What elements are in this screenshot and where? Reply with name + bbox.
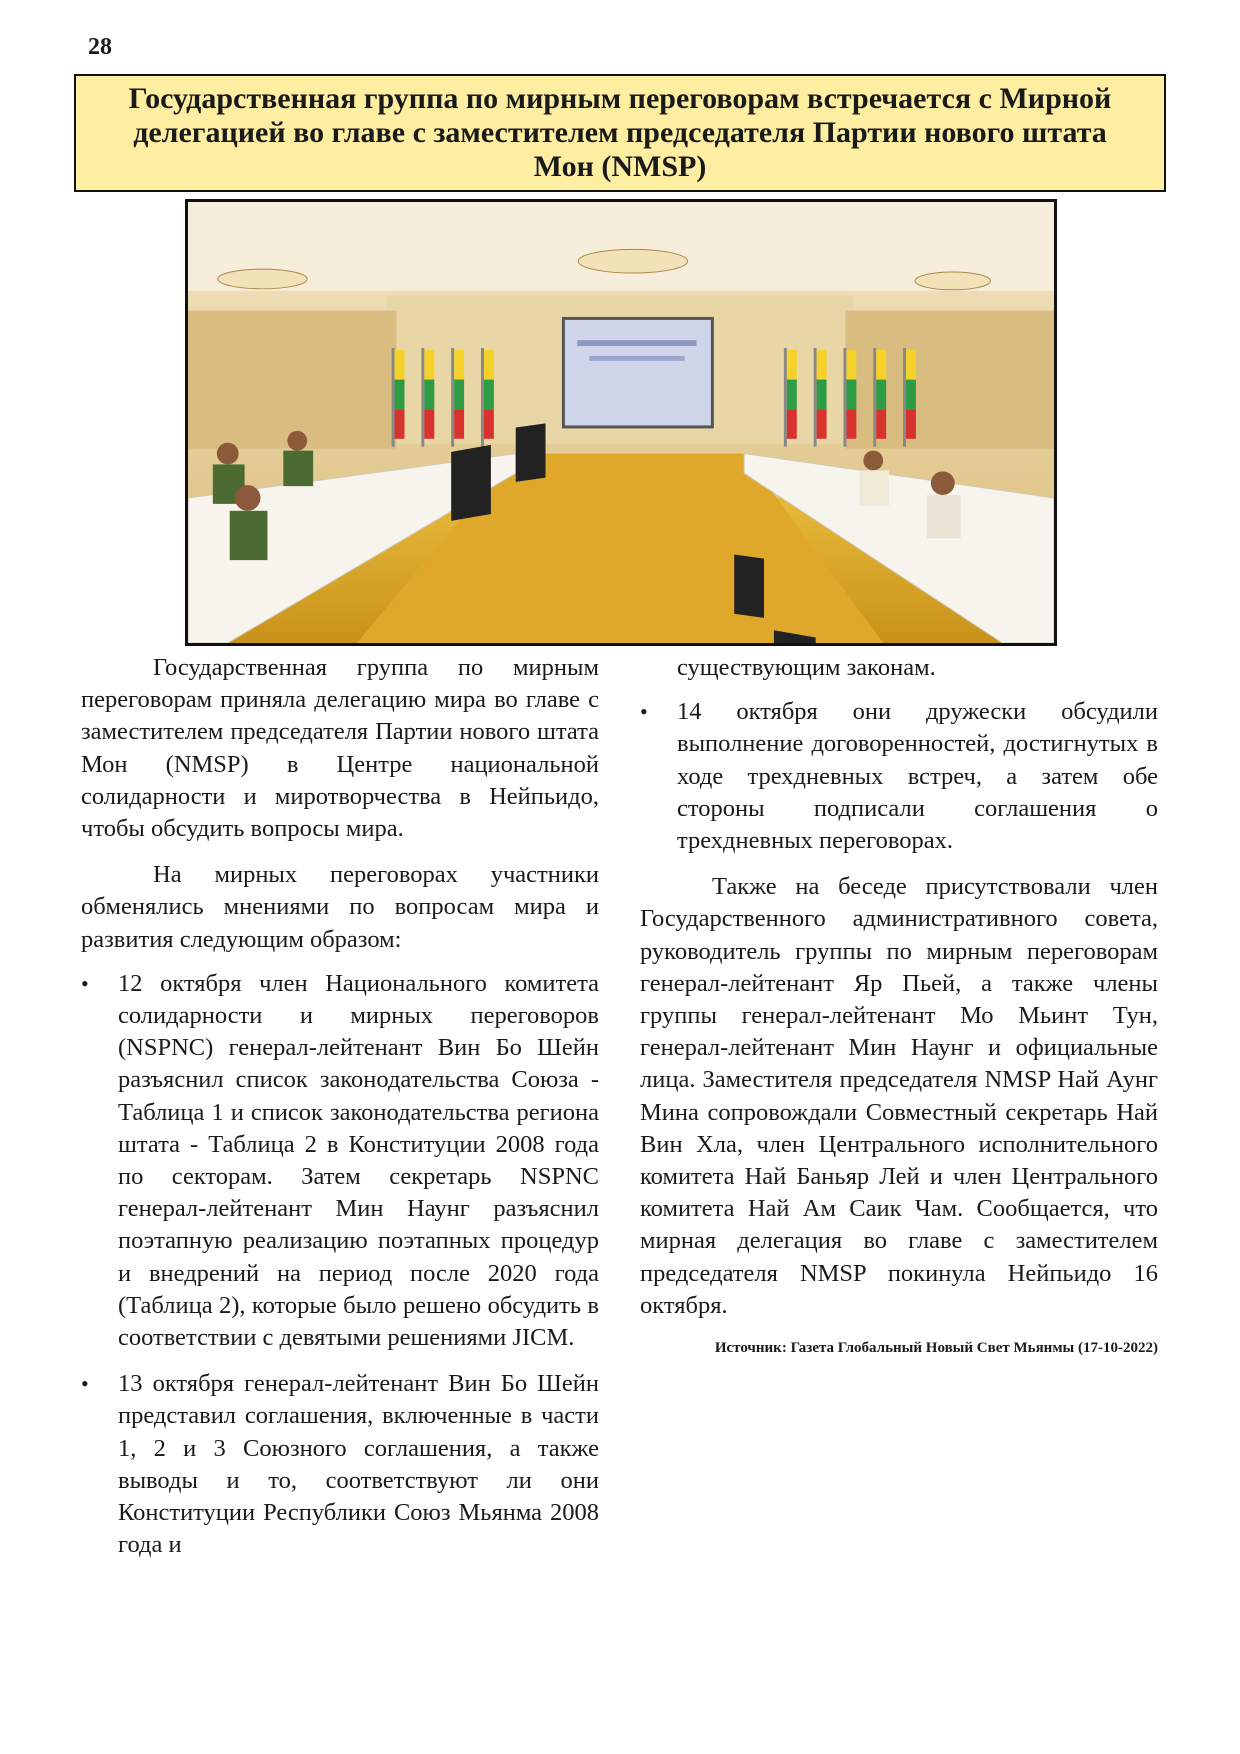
closing-paragraph: Также на беседе присутствовали член Государственного административного совета, руководитель группы по мирным переговорам генерал-лейтенант Яр Пьей, а также члены группы генерал-лейтенант Мо Мьинт Тун, генерал-лейтенант Мин Наунг и официальные лица. Заместителя председателя NMSP Най Аунг Мина сопровождали Совместный секретарь Най Вин Хла, член Центрального исполнительного комитета Най Баньяр Лей и член Центрального комитета Най Ам Саик Чам. Сообщается, что мирная делегация во главе с заместителем председателя NMSP покинула Нейпьидо 16 октября.	[640, 873, 1158, 1319]
right-column	[640, 652, 1158, 1358]
exchange-paragraph: На мирных переговорах участники обменялись мнениями по вопросам мира и развития следующим образом:	[81, 861, 599, 953]
meeting-room-photo	[185, 199, 1057, 646]
list-item-oct-14: • 14 октября они дружески обсудили выполнение договоренностей, достигнутых в ходе трехдневных встреч, а затем обе стороны подписали соглашения о трехдневных переговорах.	[640, 696, 1158, 857]
page-number: 28	[88, 34, 112, 60]
source-citation: Источник: Газета Глобальный Новый Свет Мьянмы (17-10-2022)	[714, 1340, 1158, 1357]
meeting-days-list-continued	[640, 696, 1158, 857]
left-column	[81, 652, 599, 1575]
intro-paragraph: Государственная группа по мирным переговорам приняла делегацию мира во главе с заместителем председателя Партии нового штата Мон (NMSP) в Центре национальной солидарности и миротворчества в Нейпьидо, чтобы обсудить вопросы мира.	[81, 654, 599, 843]
list-item-oct-12: • 12 октября член Национального комитета солидарности и мирных переговоров (NSPNC) генерал-лейтенант Вин Бо Шейн разъяснил список законодательства Союза - Таблица 1 и список законодательства региона штата - Таблица 2 в Конституции 2008 года по секторам. Затем секретарь NSPNC генерал-лейтенант Мин Наунг разъяснил поэтапную реализацию поэтапных процедур и внедрений на период после 2020 года (Таблица 2), которые было решено обсудить в соответствии с девятыми решениями JICM.	[81, 968, 599, 1354]
meeting-room-illustration	[188, 202, 1054, 643]
meeting-days-list	[81, 968, 599, 1562]
list-item-oct-13-continuation: существующим законам.	[677, 654, 936, 681]
article-title: Государственная группа по мирным переговорам встречается с Мирной делегацией во главе с заместителем председателя Партии нового штата Мон (NMSP)	[74, 74, 1166, 192]
list-item-oct-13: • 13 октября генерал-лейтенант Вин Бо Шейн представил соглашения, включенные в части 1, 2 и 3 Союзного соглашения, а также выводы и то, соответствуют ли они Конституции Республики Союз Мьянма 2008 года и	[81, 1368, 599, 1561]
